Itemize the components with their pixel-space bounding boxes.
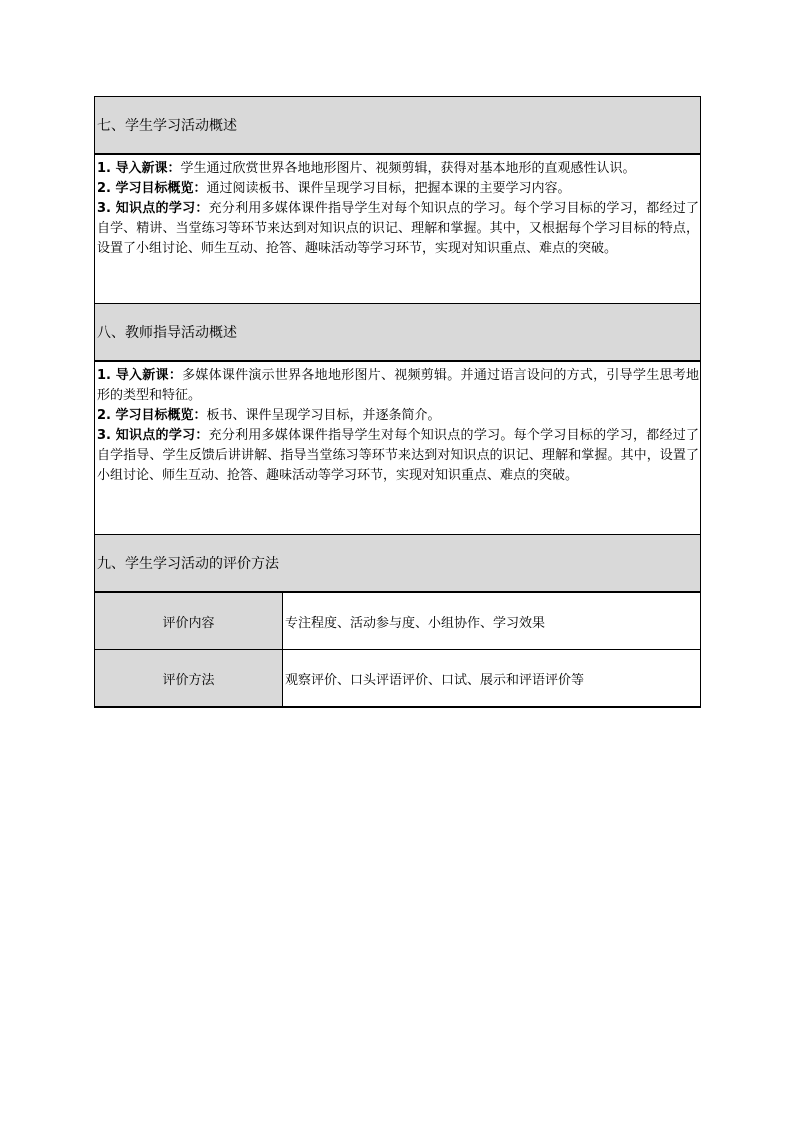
eval-method-row — [95, 650, 701, 708]
eval-content-label: 评价内容 — [95, 592, 283, 650]
eval-content-row — [95, 592, 701, 650]
section-8-item-2-label: 2. 学习目标概览： — [97, 408, 207, 423]
eval-content-value: 专注程度、活动参与度、小组协作、学习效果 — [283, 592, 701, 650]
eval-method-label: 评价方法 — [95, 650, 283, 708]
section-8-item-1 — [97, 366, 699, 406]
section-9-header-row — [95, 535, 701, 593]
section-7-body-row — [95, 154, 701, 304]
section-9-title: 九、学生学习活动的评价方法 — [95, 535, 701, 593]
section-7-item-1-text: 学生通过欣赏世界各地地形图片、视频剪辑，获得对基本地形的直观感性认识。 — [180, 161, 636, 176]
section-7-item-1-label: 1. 导入新课： — [97, 161, 181, 176]
section-8-item-2 — [97, 406, 699, 426]
section-8-body — [95, 361, 701, 535]
section-8-title: 八、教师指导活动概述 — [95, 304, 701, 362]
section-7-item-2-text: 通过阅读板书、课件呈现学习目标，把握本课的主要学习内容。 — [206, 181, 571, 196]
section-7-item-2-label: 2. 学习目标概览： — [97, 181, 207, 196]
section-8-header-row — [95, 304, 701, 362]
section-8-item-1-label: 1. 导入新课： — [97, 368, 183, 383]
section-7-title: 七、学生学习活动概述 — [95, 97, 701, 155]
section-8-item-3-label: 3. 知识点的学习： — [97, 428, 209, 443]
section-7-item-3-text: 充分利用多媒体课件指导学生对每个知识点的学习。每个学习目标的学习，都经过了自学、精讲、当堂练习等环节来达到对知识点的识记、理解和掌握。其中，又根据每个学习目标的特点，设置了小组讨论、师生互动、抢答、趣味活动等学习环节，实现对知识重点、难点的突破。 — [97, 201, 699, 256]
lesson-plan-table — [94, 96, 701, 708]
section-8-item-1-text: 多媒体课件演示世界各地地形图片、视频剪辑。并通过语言设问的方式，引导学生思考地形的类型和特征。 — [97, 368, 699, 403]
section-7-item-3 — [97, 199, 699, 259]
section-7-item-1 — [97, 159, 699, 179]
section-7-header-row — [95, 97, 701, 155]
section-8-body-row — [95, 361, 701, 535]
section-7-body — [95, 154, 701, 304]
section-7-item-2 — [97, 179, 699, 199]
section-7-item-3-label: 3. 知识点的学习： — [97, 201, 209, 216]
section-8-item-3 — [97, 426, 699, 486]
section-8-item-3-text: 充分利用多媒体课件指导学生对每个知识点的学习。每个学习目标的学习，都经过了自学指导、学生反馈后讲讲解、指导当堂练习等环节来达到对知识点的识记、理解和掌握。其中，设置了小组讨论、师生互动、抢答、趣味活动等学习环节，实现对知识重点、难点的突破。 — [97, 428, 699, 483]
eval-method-value: 观察评价、口头评语评价、口试、展示和评语评价等 — [283, 650, 701, 708]
section-8-item-2-text: 板书、课件呈现学习目标，并逐条简介。 — [206, 408, 441, 423]
